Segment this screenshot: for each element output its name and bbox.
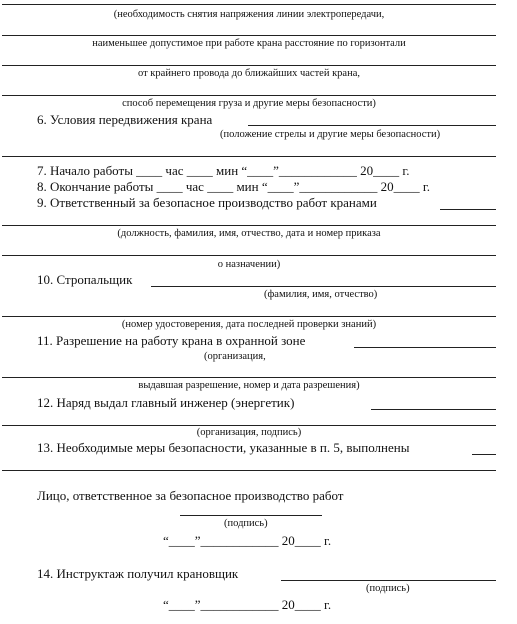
item-14-label: 14. Инструктаж получил крановщик xyxy=(37,566,239,581)
line-9b xyxy=(2,255,496,256)
caption-11b: выдавшая разрешение, номер и дата разрешения) xyxy=(138,380,360,391)
caption-9a: (должность, фамилия, имя, отчество, дата и номер приказа xyxy=(117,228,381,239)
caption-10a: (фамилия, имя, отчество) xyxy=(264,289,378,300)
date-field-2[interactable]: “____”____________ 20____ г. xyxy=(163,597,332,612)
item-9-field[interactable] xyxy=(440,209,496,210)
item-14-field[interactable] xyxy=(281,580,496,581)
line-3 xyxy=(2,95,496,96)
caption-voltage: (необходимость снятия напряжения линии электропередачи, xyxy=(113,9,385,20)
line-9a xyxy=(2,225,496,226)
item-11-label: 11. Разрешение на работу крана в охранной зоне xyxy=(37,333,306,348)
item-6-label: 6. Условия передвижения крана xyxy=(37,112,213,127)
responsible-person-label: Лицо, ответственное за безопасное производство работ xyxy=(37,488,344,503)
item-10-field[interactable] xyxy=(151,286,496,287)
item-7-start[interactable]: 7. Начало работы ____ час ____ мин “____”____________ 20____ г. xyxy=(37,163,410,178)
line-6b xyxy=(2,156,496,157)
line-10b xyxy=(2,316,496,317)
caption-10b: (номер удостоверения, дата последней проверки знаний) xyxy=(121,319,377,330)
caption-6: (положение стрелы и другие меры безопасности) xyxy=(220,129,441,140)
item-6-field[interactable] xyxy=(248,125,496,126)
date-field-1[interactable]: “____”____________ 20____ г. xyxy=(163,533,332,548)
caption-12: (организация, подпись) xyxy=(196,427,302,438)
item-13-field[interactable] xyxy=(472,454,496,455)
caption-distance: наименьшее допустимое при работе крана расстояние по горизонтали xyxy=(92,38,406,49)
item-8-end[interactable]: 8. Окончание работы ____ час ____ мин “____”____________ 20____ г. xyxy=(37,179,430,194)
item-12-field[interactable] xyxy=(371,409,496,410)
caption-11a: (организация, xyxy=(204,351,266,362)
line-12b xyxy=(2,425,496,426)
line-2 xyxy=(2,65,496,66)
caption-signature-2: (подпись) xyxy=(366,583,410,594)
line-13b xyxy=(2,470,496,471)
caption-signature-1: (подпись) xyxy=(224,518,268,529)
item-9-label: 9. Ответственный за безопасное производство работ кранами xyxy=(37,195,377,210)
line-1 xyxy=(2,35,496,36)
caption-wire: от крайнего провода до ближайших частей крана, xyxy=(137,68,361,79)
item-13-label: 13. Необходимые меры безопасности, указанные в п. 5, выполнены xyxy=(37,440,410,455)
item-12-label: 12. Наряд выдал главный инженер (энергетик) xyxy=(37,395,295,410)
line-11b xyxy=(2,377,496,378)
signature-field-1[interactable] xyxy=(180,515,322,516)
item-11-field[interactable] xyxy=(354,347,496,348)
caption-9b: о назначении) xyxy=(217,259,281,270)
line-top xyxy=(2,4,496,5)
item-10-label: 10. Стропальщик xyxy=(37,272,133,287)
caption-method: способ перемещения груза и другие меры безопасности) xyxy=(122,98,376,109)
